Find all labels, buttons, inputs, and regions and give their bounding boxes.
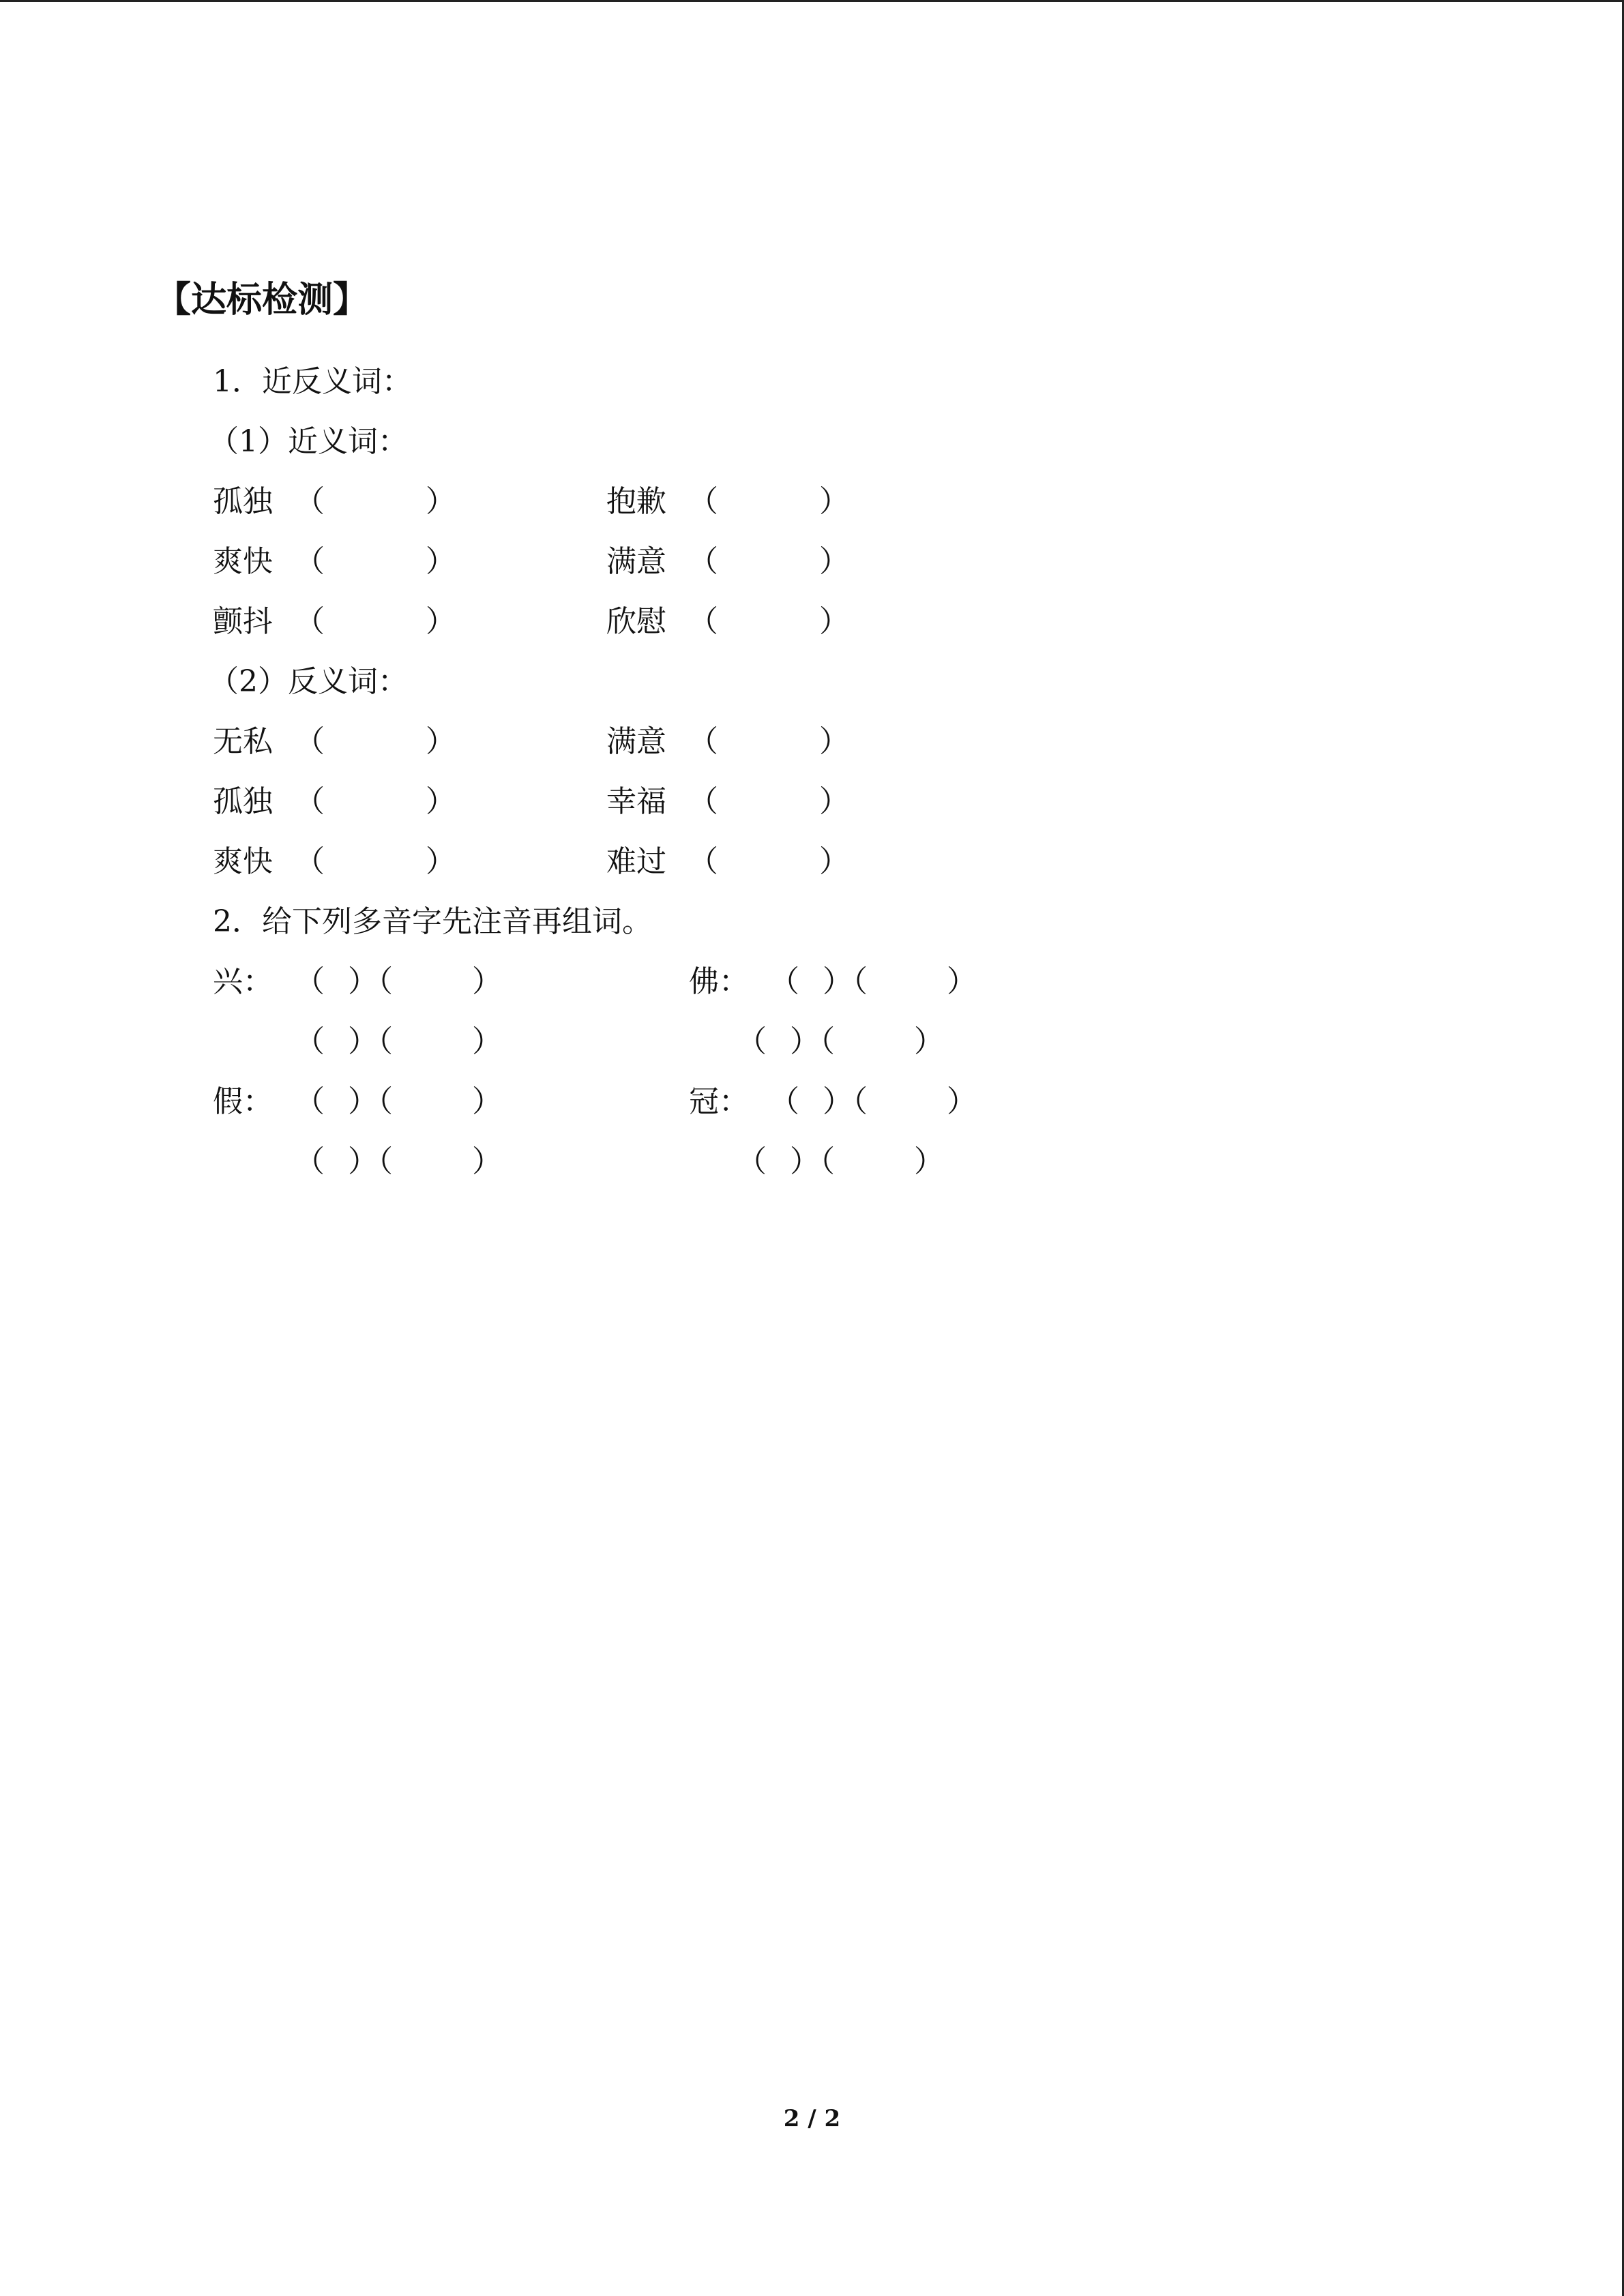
antonym-item [213, 721, 456, 762]
blank-open: （ [853, 1084, 868, 1119]
section-heading: 【达标检测】 [156, 279, 369, 320]
synonym-item [606, 541, 849, 582]
synonym-item [606, 601, 849, 642]
blank-close: ） [348, 1144, 378, 1179]
blank-open: （ [295, 1144, 325, 1179]
blank-close: ） [790, 1144, 820, 1179]
blank-close: ） [426, 784, 456, 819]
blank-open: （ [737, 1024, 767, 1059]
blank-close: ） [914, 1144, 944, 1179]
blank-open: （ [295, 844, 325, 879]
blank-open: （ [688, 604, 718, 639]
blank-close: ） [823, 964, 853, 999]
blank-open: （ [378, 1084, 393, 1119]
antonym-item [606, 781, 849, 822]
blank-open: （ [820, 1024, 835, 1059]
blank-open: （ [688, 484, 718, 519]
blank-close: ） [819, 484, 849, 519]
blank-close: ） [823, 1084, 853, 1119]
blank-open: （ [295, 964, 325, 999]
blank-close: ） [472, 1084, 502, 1119]
blank-close: ） [472, 1024, 502, 1059]
synonym-item [213, 601, 456, 642]
blank-open: （ [295, 1084, 325, 1119]
blank-close: ） [472, 1144, 502, 1179]
synonym-item [213, 481, 456, 522]
blank-close: ） [819, 544, 849, 579]
antonym-item [213, 781, 456, 822]
polyphone-char: 冠： [689, 1084, 749, 1119]
polyphone-char: 兴： [213, 964, 273, 999]
blank-close: ） [790, 1024, 820, 1059]
antonym-word: 幸福 [606, 784, 666, 819]
blank-open: （ [769, 964, 799, 999]
blank-close: ） [426, 544, 456, 579]
pinyin-word-blanks [295, 1022, 502, 1062]
blank-close: ） [819, 604, 849, 639]
antonym-item [213, 841, 456, 882]
blank-open: （ [820, 1144, 835, 1179]
blank-close: ） [819, 784, 849, 819]
blank-close: ） [472, 964, 502, 999]
blank-close: ） [947, 964, 977, 999]
antonym-word: 无私 [213, 724, 273, 759]
blank-close: ） [914, 1024, 944, 1059]
synonym-word: 满意 [606, 544, 666, 579]
synonym-item [606, 481, 849, 522]
blank-open: （ [295, 604, 325, 639]
synonym-word: 颤抖 [213, 604, 273, 639]
blank-open: （ [378, 964, 393, 999]
antonym-word: 满意 [606, 724, 666, 759]
blank-close: ） [426, 724, 456, 759]
blank-close: ） [819, 844, 849, 879]
synonym-item [213, 541, 456, 582]
pinyin-word-blanks [769, 961, 977, 1002]
blank-open: （ [688, 724, 718, 759]
blank-close: ） [348, 1084, 378, 1119]
antonym-word: 爽快 [213, 844, 273, 879]
blank-open: （ [295, 544, 325, 579]
blank-close: ） [819, 724, 849, 759]
pinyin-word-blanks [295, 961, 502, 1002]
blank-open: （ [295, 784, 325, 819]
blank-open: （ [295, 1024, 325, 1059]
pinyin-word-blanks [737, 1142, 944, 1182]
blank-open: （ [737, 1144, 767, 1179]
blank-close: ） [947, 1084, 977, 1119]
antonyms-title: （2）反义词： [209, 664, 408, 699]
blank-open: （ [295, 724, 325, 759]
synonym-word: 欣慰 [606, 604, 666, 639]
blank-close: ） [426, 844, 456, 879]
blank-open: （ [688, 784, 718, 819]
polyphone-char: 假： [213, 1084, 273, 1119]
antonym-item [606, 841, 849, 882]
polyphone-char: 佛： [689, 964, 749, 999]
blank-open: （ [688, 844, 718, 879]
blank-close: ） [348, 1024, 378, 1059]
synonym-word: 抱歉 [606, 484, 666, 519]
pinyin-word-blanks [769, 1082, 977, 1122]
antonym-word: 孤独 [213, 784, 273, 819]
synonym-word: 爽快 [213, 544, 273, 579]
blank-open: （ [769, 1084, 799, 1119]
page-number: 2 / 2 [783, 2105, 841, 2132]
question-1-title: 1．近反义词： [213, 364, 412, 399]
pinyin-word-blanks [737, 1022, 944, 1062]
synonyms-title: （1）近义词： [209, 424, 408, 459]
question-2-title: 2．给下列多音字先注音再组词。 [213, 904, 652, 939]
blank-open: （ [378, 1024, 393, 1059]
blank-open: （ [378, 1144, 393, 1179]
blank-open: （ [295, 484, 325, 519]
blank-close: ） [426, 484, 456, 519]
blank-open: （ [688, 544, 718, 579]
blank-close: ） [348, 964, 378, 999]
synonym-word: 孤独 [213, 484, 273, 519]
antonym-item [606, 721, 849, 762]
blank-open: （ [853, 964, 868, 999]
blank-close: ） [426, 604, 456, 639]
pinyin-word-blanks [295, 1082, 502, 1122]
antonym-word: 难过 [606, 844, 666, 879]
pinyin-word-blanks [295, 1142, 502, 1182]
